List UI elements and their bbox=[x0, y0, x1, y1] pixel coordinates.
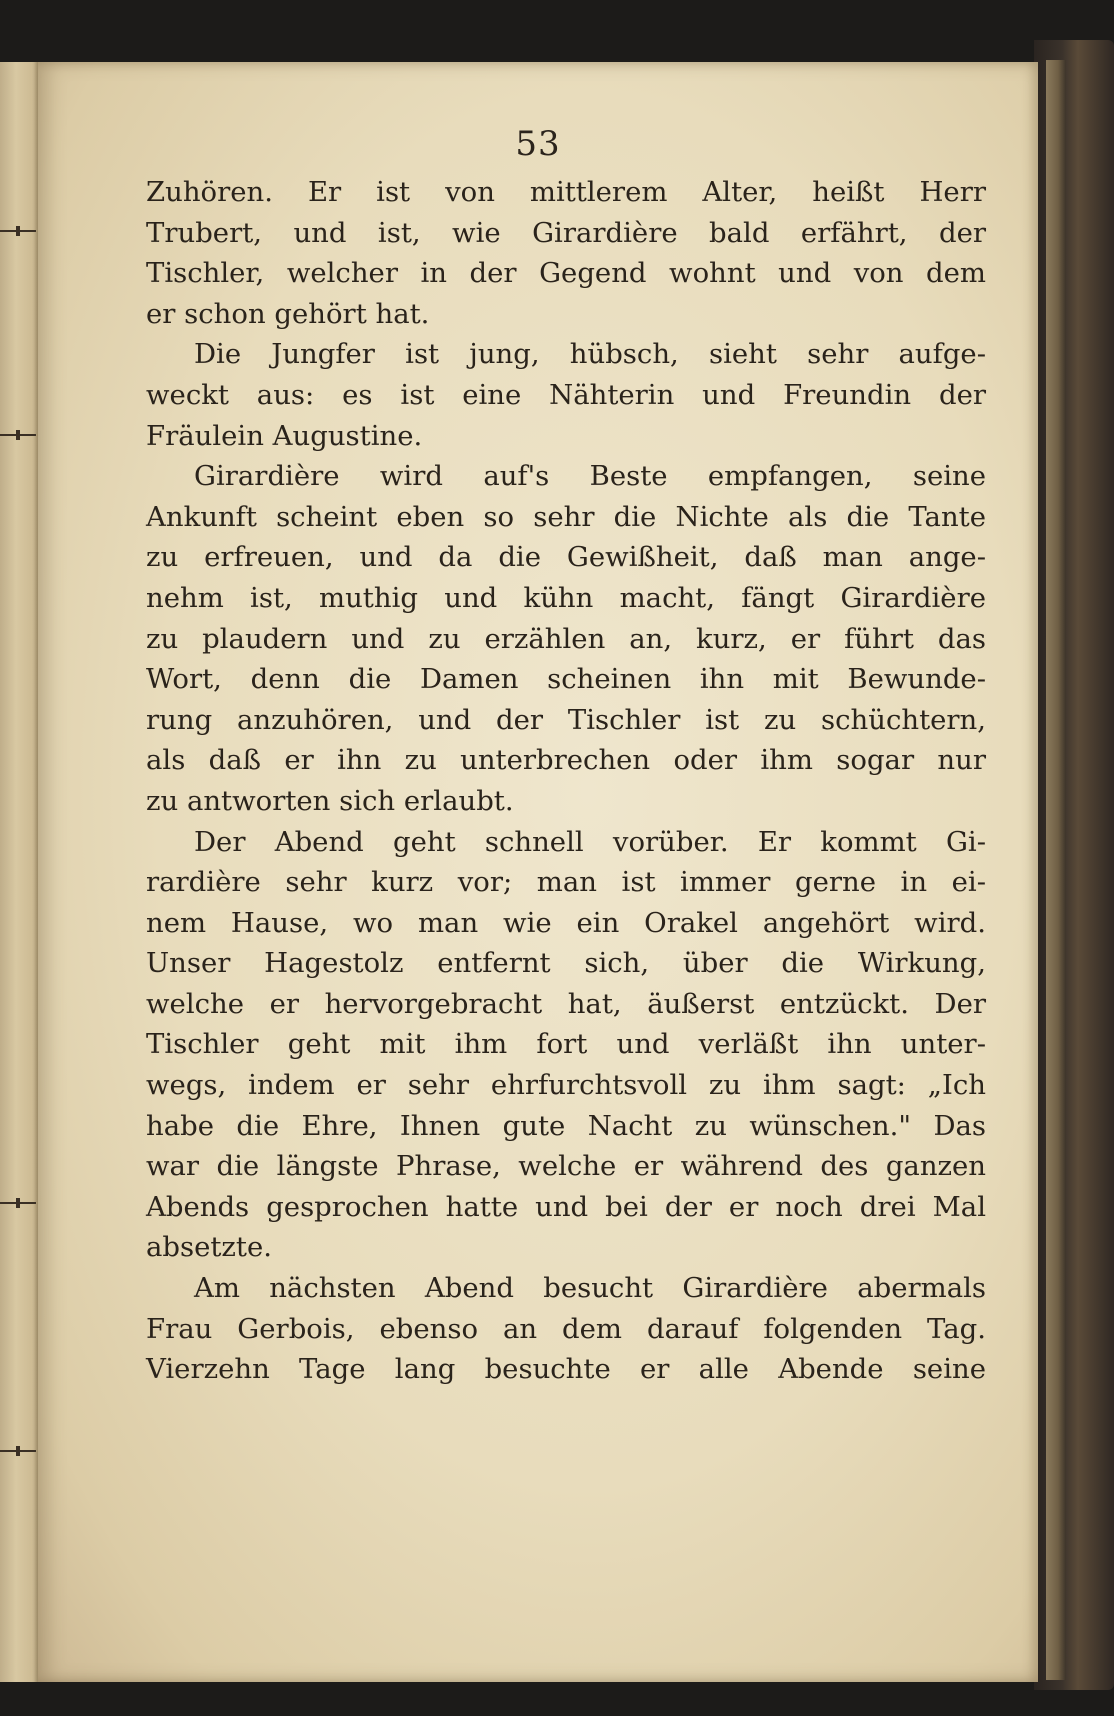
text-line: Abends gesprochen hatte und bei der er noch drei Mal bbox=[146, 1190, 986, 1223]
text-line: Frau Gerbois, ebenso an dem darauf folgenden Tag. bbox=[146, 1312, 986, 1345]
page-text bbox=[146, 172, 986, 1390]
text-line: Vierzehn Tage lang besuchte er alle Abende seine bbox=[146, 1353, 986, 1386]
text-line: zu antworten sich erlaubt. bbox=[146, 784, 514, 817]
page-number: 53 bbox=[515, 124, 561, 164]
text-line: Ankunft scheint eben so sehr die Nichte als die Tante bbox=[146, 500, 986, 533]
text-line: als daß er ihn zu unterbrechen oder ihm sogar nur bbox=[146, 744, 986, 777]
text-line: nem Hause, wo man wie ein Orakel angehört wird. bbox=[146, 906, 986, 939]
page-tab-mark bbox=[0, 1202, 36, 1204]
text-line: Unser Hagestolz entfernt sich, über die Wirkung, bbox=[146, 947, 986, 980]
text-line: Der Abend geht schnell vorüber. Er kommt Gi- bbox=[194, 825, 986, 858]
text-line: Am nächsten Abend besucht Girardière abermals bbox=[194, 1272, 986, 1305]
page-tab-mark bbox=[0, 1450, 36, 1452]
text-line: Zuhören. Er ist von mittlerem Alter, heißt Herr bbox=[146, 176, 986, 208]
text-line: habe die Ehre, Ihnen gute Nacht zu wünschen." Das bbox=[146, 1109, 986, 1142]
page-tab-mark bbox=[0, 434, 36, 436]
text-line: er schon gehört hat. bbox=[146, 297, 430, 330]
text-line: nehm ist, muthig und kühn macht, fängt Girardière bbox=[146, 581, 986, 614]
previous-pages-edge bbox=[0, 62, 40, 1682]
text-line: rardière sehr kurz vor; man ist immer gerne in ei- bbox=[146, 866, 986, 899]
text-line: Girardière wird auf's Beste empfangen, seine bbox=[194, 460, 986, 493]
text-line: Trubert, und ist, wie Girardière bald erfährt, der bbox=[146, 216, 986, 249]
text-line: Fräulein Augustine. bbox=[146, 419, 423, 452]
text-line: war die längste Phrase, welche er während des ganzen bbox=[146, 1150, 986, 1183]
text-line: welche er hervorgebracht hat, äußerst entzückt. Der bbox=[146, 987, 986, 1020]
text-line: Tischler, welcher in der Gegend wohnt und von dem bbox=[146, 257, 986, 290]
page-stack-edge bbox=[1046, 60, 1066, 1680]
text-line: Die Jungfer ist jung, hübsch, sieht sehr aufge- bbox=[194, 338, 986, 371]
text-line: zu erfreuen, und da die Gewißheit, daß man ange- bbox=[146, 541, 986, 574]
text-line: weckt aus: es ist eine Nähterin und Freundin der bbox=[146, 378, 986, 411]
text-line: Wort, denn die Damen scheinen ihn mit Bewunde- bbox=[146, 663, 986, 696]
text-line: absetzte. bbox=[146, 1231, 272, 1264]
book-page bbox=[38, 62, 1038, 1682]
text-line: Tischler geht mit ihm fort und verläßt ihn unter- bbox=[146, 1028, 986, 1061]
text-line: wegs, indem er sehr ehrfurchtsvoll zu ihm sagt: „Ich bbox=[146, 1069, 986, 1102]
text-line: zu plaudern und zu erzählen an, kurz, er führt das bbox=[146, 622, 986, 655]
page-tab-mark bbox=[0, 230, 36, 232]
text-line: rung anzuhören, und der Tischler ist zu schüchtern, bbox=[146, 703, 986, 736]
